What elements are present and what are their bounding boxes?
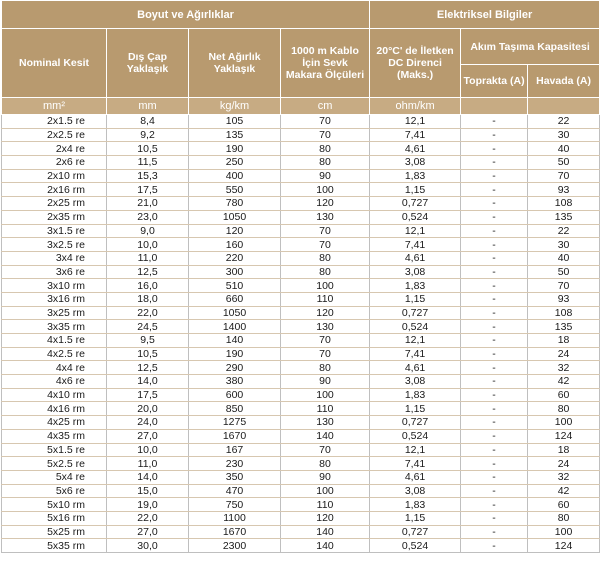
- cell-dc-resistance: 1,15: [370, 292, 461, 306]
- cell-nominal-section: 5x16 rm: [2, 511, 107, 525]
- cell-dc-resistance: 0,524: [370, 539, 461, 553]
- group-header-dimensions: Boyut ve Ağırlıklar: [2, 1, 370, 29]
- cell-net-weight: 105: [189, 115, 281, 129]
- cell-nominal-section: 5x10 rm: [2, 498, 107, 512]
- unit-diameter: mm: [107, 98, 189, 115]
- cell-nominal-section: 3x6 re: [2, 265, 107, 279]
- cell-net-weight: 660: [189, 292, 281, 306]
- cell-nominal-section: 5x2.5 re: [2, 457, 107, 471]
- cell-in-air: 24: [528, 347, 600, 361]
- cell-nominal-section: 4x35 rm: [2, 429, 107, 443]
- cell-dc-resistance: 3,08: [370, 484, 461, 498]
- cell-in-air: 50: [528, 156, 600, 170]
- cell-net-weight: 135: [189, 128, 281, 142]
- cell-drum-size: 70: [281, 224, 370, 238]
- cell-in-air: 60: [528, 498, 600, 512]
- group-header-electrical: Elektriksel Bilgiler: [370, 1, 600, 29]
- cell-in-ground: -: [461, 251, 528, 265]
- table-row: [2, 279, 600, 293]
- table-row: [2, 416, 600, 430]
- cell-in-air: 32: [528, 470, 600, 484]
- table-row: [2, 251, 600, 265]
- cell-outer-diameter: 14,0: [107, 375, 189, 389]
- cell-drum-size: 70: [281, 128, 370, 142]
- cell-outer-diameter: 21,0: [107, 197, 189, 211]
- table-row: [2, 443, 600, 457]
- table-row: [2, 183, 600, 197]
- cell-in-air: 108: [528, 306, 600, 320]
- cell-in-ground: -: [461, 457, 528, 471]
- cell-in-air: 80: [528, 511, 600, 525]
- cell-nominal-section: 3x25 rm: [2, 306, 107, 320]
- cell-in-air: 135: [528, 210, 600, 224]
- cell-nominal-section: 4x2.5 re: [2, 347, 107, 361]
- cell-outer-diameter: 27,0: [107, 429, 189, 443]
- cell-in-ground: -: [461, 388, 528, 402]
- cell-dc-resistance: 12,1: [370, 224, 461, 238]
- table-row: [2, 128, 600, 142]
- cell-drum-size: 110: [281, 498, 370, 512]
- cell-nominal-section: 3x2.5 re: [2, 238, 107, 252]
- cell-drum-size: 120: [281, 511, 370, 525]
- table-row: [2, 169, 600, 183]
- cell-in-ground: -: [461, 279, 528, 293]
- cell-nominal-section: 2x10 rm: [2, 169, 107, 183]
- cell-drum-size: 70: [281, 238, 370, 252]
- cell-net-weight: 1400: [189, 320, 281, 334]
- cell-outer-diameter: 22,0: [107, 306, 189, 320]
- cell-in-air: 50: [528, 265, 600, 279]
- cell-net-weight: 120: [189, 224, 281, 238]
- table-row: [2, 457, 600, 471]
- cell-in-ground: -: [461, 470, 528, 484]
- cell-drum-size: 80: [281, 142, 370, 156]
- cell-dc-resistance: 7,41: [370, 128, 461, 142]
- cell-drum-size: 90: [281, 470, 370, 484]
- cell-dc-resistance: 1,83: [370, 498, 461, 512]
- cell-in-ground: -: [461, 320, 528, 334]
- cell-drum-size: 70: [281, 115, 370, 129]
- cell-outer-diameter: 12,5: [107, 265, 189, 279]
- cell-drum-size: 120: [281, 197, 370, 211]
- cell-drum-size: 140: [281, 525, 370, 539]
- cell-in-air: 93: [528, 183, 600, 197]
- cell-in-air: 40: [528, 142, 600, 156]
- cell-nominal-section: 5x6 re: [2, 484, 107, 498]
- cell-drum-size: 100: [281, 484, 370, 498]
- cell-net-weight: 230: [189, 457, 281, 471]
- cell-net-weight: 780: [189, 197, 281, 211]
- cell-in-air: 124: [528, 539, 600, 553]
- cell-outer-diameter: 15,3: [107, 169, 189, 183]
- cell-outer-diameter: 9,0: [107, 224, 189, 238]
- cell-net-weight: 140: [189, 334, 281, 348]
- cell-drum-size: 120: [281, 306, 370, 320]
- cell-drum-size: 110: [281, 292, 370, 306]
- cell-dc-resistance: 0,727: [370, 306, 461, 320]
- unit-weight: kg/km: [189, 98, 281, 115]
- cell-in-ground: -: [461, 142, 528, 156]
- cell-nominal-section: 4x4 re: [2, 361, 107, 375]
- cell-in-air: 70: [528, 169, 600, 183]
- cell-net-weight: 220: [189, 251, 281, 265]
- cell-drum-size: 80: [281, 156, 370, 170]
- table-row: [2, 525, 600, 539]
- cell-drum-size: 140: [281, 539, 370, 553]
- cell-drum-size: 80: [281, 457, 370, 471]
- cell-in-air: 22: [528, 115, 600, 129]
- cell-drum-size: 90: [281, 169, 370, 183]
- cell-outer-diameter: 14,0: [107, 470, 189, 484]
- cell-in-air: 42: [528, 375, 600, 389]
- cell-nominal-section: 3x16 rm: [2, 292, 107, 306]
- cell-in-air: 18: [528, 334, 600, 348]
- cell-in-ground: -: [461, 265, 528, 279]
- cell-outer-diameter: 17,5: [107, 183, 189, 197]
- cell-dc-resistance: 4,61: [370, 470, 461, 484]
- cell-in-air: 42: [528, 484, 600, 498]
- cell-dc-resistance: 1,83: [370, 169, 461, 183]
- table-row: [2, 375, 600, 389]
- cell-in-ground: -: [461, 197, 528, 211]
- cell-nominal-section: 4x25 rm: [2, 416, 107, 430]
- cell-drum-size: 130: [281, 416, 370, 430]
- cell-in-air: 40: [528, 251, 600, 265]
- cell-dc-resistance: 3,08: [370, 375, 461, 389]
- cell-dc-resistance: 12,1: [370, 334, 461, 348]
- cell-in-air: 100: [528, 416, 600, 430]
- cell-dc-resistance: 12,1: [370, 443, 461, 457]
- cell-in-air: 30: [528, 238, 600, 252]
- cell-net-weight: 550: [189, 183, 281, 197]
- table-row: [2, 334, 600, 348]
- cell-nominal-section: 4x6 re: [2, 375, 107, 389]
- cell-dc-resistance: 1,15: [370, 511, 461, 525]
- cell-dc-resistance: 7,41: [370, 238, 461, 252]
- cell-dc-resistance: 0,524: [370, 320, 461, 334]
- unit-drum: cm: [281, 98, 370, 115]
- cell-net-weight: 510: [189, 279, 281, 293]
- table-row: [2, 361, 600, 375]
- table-row: [2, 306, 600, 320]
- cell-net-weight: 1050: [189, 306, 281, 320]
- cell-outer-diameter: 11,5: [107, 156, 189, 170]
- cell-nominal-section: 3x1.5 re: [2, 224, 107, 238]
- cell-net-weight: 470: [189, 484, 281, 498]
- cell-in-ground: -: [461, 238, 528, 252]
- cell-outer-diameter: 11,0: [107, 457, 189, 471]
- cell-outer-diameter: 19,0: [107, 498, 189, 512]
- cell-outer-diameter: 11,0: [107, 251, 189, 265]
- table-row: [2, 210, 600, 224]
- cell-nominal-section: 2x2.5 re: [2, 128, 107, 142]
- table-row: [2, 238, 600, 252]
- cell-dc-resistance: 1,15: [370, 402, 461, 416]
- cell-in-ground: -: [461, 156, 528, 170]
- col-header-net-weight: Net Ağırlık Yaklaşık: [189, 29, 281, 98]
- table-row: [2, 429, 600, 443]
- unit-ground: [461, 98, 528, 115]
- col-header-nominal-section: Nominal Kesit: [2, 29, 107, 98]
- cell-nominal-section: 5x25 rm: [2, 525, 107, 539]
- cell-net-weight: 300: [189, 265, 281, 279]
- cell-drum-size: 70: [281, 443, 370, 457]
- cell-outer-diameter: 20,0: [107, 402, 189, 416]
- table-row: [2, 142, 600, 156]
- cell-drum-size: 80: [281, 251, 370, 265]
- col-header-in-ground: Toprakta (A): [461, 65, 528, 98]
- cell-in-ground: -: [461, 361, 528, 375]
- cell-nominal-section: 2x25 rm: [2, 197, 107, 211]
- cell-drum-size: 80: [281, 265, 370, 279]
- table-row: [2, 197, 600, 211]
- cell-net-weight: 350: [189, 470, 281, 484]
- cell-net-weight: 850: [189, 402, 281, 416]
- cell-drum-size: 110: [281, 402, 370, 416]
- cell-dc-resistance: 0,727: [370, 416, 461, 430]
- table-row: [2, 320, 600, 334]
- cell-dc-resistance: 1,15: [370, 183, 461, 197]
- cell-outer-diameter: 10,5: [107, 142, 189, 156]
- table-row: [2, 470, 600, 484]
- unit-section: mm²: [2, 98, 107, 115]
- cell-outer-diameter: 12,5: [107, 361, 189, 375]
- cell-drum-size: 100: [281, 279, 370, 293]
- col-header-drum-size: 1000 m Kablo İçin Sevk Makara Ölçüleri: [281, 29, 370, 98]
- cell-in-ground: -: [461, 224, 528, 238]
- table-row: [2, 292, 600, 306]
- cell-outer-diameter: 24,0: [107, 416, 189, 430]
- table-row: [2, 402, 600, 416]
- cell-in-air: 24: [528, 457, 600, 471]
- cell-in-ground: -: [461, 539, 528, 553]
- cell-net-weight: 1050: [189, 210, 281, 224]
- cell-drum-size: 100: [281, 183, 370, 197]
- cell-dc-resistance: 1,83: [370, 388, 461, 402]
- cell-nominal-section: 4x1.5 re: [2, 334, 107, 348]
- cell-in-ground: -: [461, 292, 528, 306]
- cell-in-ground: -: [461, 183, 528, 197]
- cell-dc-resistance: 1,83: [370, 279, 461, 293]
- cell-outer-diameter: 24,5: [107, 320, 189, 334]
- cell-outer-diameter: 23,0: [107, 210, 189, 224]
- unit-resistance: ohm/km: [370, 98, 461, 115]
- cell-net-weight: 190: [189, 347, 281, 361]
- cell-in-ground: -: [461, 375, 528, 389]
- cell-in-ground: -: [461, 210, 528, 224]
- cell-outer-diameter: 9,5: [107, 334, 189, 348]
- cell-net-weight: 600: [189, 388, 281, 402]
- cell-in-ground: -: [461, 334, 528, 348]
- cell-drum-size: 100: [281, 388, 370, 402]
- cell-net-weight: 167: [189, 443, 281, 457]
- table-row: [2, 156, 600, 170]
- unit-row: [2, 98, 600, 115]
- cell-nominal-section: 3x35 rm: [2, 320, 107, 334]
- cell-dc-resistance: 3,08: [370, 265, 461, 279]
- cell-dc-resistance: 4,61: [370, 361, 461, 375]
- table-row: [2, 511, 600, 525]
- cell-outer-diameter: 22,0: [107, 511, 189, 525]
- cell-drum-size: 130: [281, 210, 370, 224]
- cell-in-air: 124: [528, 429, 600, 443]
- cell-nominal-section: 2x1.5 re: [2, 115, 107, 129]
- cell-net-weight: 190: [189, 142, 281, 156]
- cell-in-ground: -: [461, 169, 528, 183]
- cell-in-ground: -: [461, 511, 528, 525]
- table-row: [2, 484, 600, 498]
- cell-in-air: 30: [528, 128, 600, 142]
- cell-in-ground: -: [461, 416, 528, 430]
- cell-in-ground: -: [461, 484, 528, 498]
- cell-nominal-section: 4x10 rm: [2, 388, 107, 402]
- cell-in-air: 70: [528, 279, 600, 293]
- cell-in-ground: -: [461, 115, 528, 129]
- cell-dc-resistance: 0,524: [370, 429, 461, 443]
- col-header-dc-resistance: 20°C' de İletken DC Direnci (Maks.): [370, 29, 461, 98]
- cell-dc-resistance: 0,524: [370, 210, 461, 224]
- unit-air: [528, 98, 600, 115]
- cell-nominal-section: 2x16 rm: [2, 183, 107, 197]
- cell-net-weight: 400: [189, 169, 281, 183]
- col-header-current-capacity: Akım Taşıma Kapasitesi: [461, 29, 600, 65]
- cell-nominal-section: 3x10 rm: [2, 279, 107, 293]
- cell-outer-diameter: 17,5: [107, 388, 189, 402]
- cell-drum-size: 90: [281, 375, 370, 389]
- table-row: [2, 265, 600, 279]
- cell-net-weight: 2300: [189, 539, 281, 553]
- table-row: [2, 224, 600, 238]
- cable-spec-table: [1, 0, 600, 553]
- cell-net-weight: 1100: [189, 511, 281, 525]
- table-row: [2, 498, 600, 512]
- cell-net-weight: 160: [189, 238, 281, 252]
- cell-nominal-section: 2x35 rm: [2, 210, 107, 224]
- cell-nominal-section: 5x1.5 re: [2, 443, 107, 457]
- cell-in-ground: -: [461, 402, 528, 416]
- col-header-outer-diameter: Dış Çap Yaklaşık: [107, 29, 189, 98]
- cell-drum-size: 140: [281, 429, 370, 443]
- cell-net-weight: 1275: [189, 416, 281, 430]
- cell-dc-resistance: 7,41: [370, 457, 461, 471]
- cell-in-air: 32: [528, 361, 600, 375]
- cell-dc-resistance: 0,727: [370, 197, 461, 211]
- cell-net-weight: 380: [189, 375, 281, 389]
- cell-in-air: 22: [528, 224, 600, 238]
- cell-nominal-section: 5x35 rm: [2, 539, 107, 553]
- cell-net-weight: 290: [189, 361, 281, 375]
- cell-outer-diameter: 18,0: [107, 292, 189, 306]
- cell-in-ground: -: [461, 128, 528, 142]
- cell-in-ground: -: [461, 429, 528, 443]
- cell-drum-size: 70: [281, 347, 370, 361]
- table-row: [2, 539, 600, 553]
- cell-in-ground: -: [461, 443, 528, 457]
- cell-drum-size: 70: [281, 334, 370, 348]
- cell-outer-diameter: 16,0: [107, 279, 189, 293]
- cell-outer-diameter: 10,0: [107, 238, 189, 252]
- cell-drum-size: 130: [281, 320, 370, 334]
- cell-dc-resistance: 4,61: [370, 142, 461, 156]
- cell-net-weight: 1670: [189, 525, 281, 539]
- cell-net-weight: 1670: [189, 429, 281, 443]
- table-header: [2, 1, 600, 115]
- cell-in-ground: -: [461, 306, 528, 320]
- table-body: [2, 115, 600, 553]
- table-row: [2, 388, 600, 402]
- cell-outer-diameter: 30,0: [107, 539, 189, 553]
- cell-outer-diameter: 8,4: [107, 115, 189, 129]
- cell-outer-diameter: 15,0: [107, 484, 189, 498]
- cell-dc-resistance: 7,41: [370, 347, 461, 361]
- cell-net-weight: 750: [189, 498, 281, 512]
- cell-outer-diameter: 10,5: [107, 347, 189, 361]
- cell-nominal-section: 3x4 re: [2, 251, 107, 265]
- cell-dc-resistance: 3,08: [370, 156, 461, 170]
- cell-net-weight: 250: [189, 156, 281, 170]
- cell-nominal-section: 2x6 re: [2, 156, 107, 170]
- cell-outer-diameter: 27,0: [107, 525, 189, 539]
- cell-dc-resistance: 0,727: [370, 525, 461, 539]
- cell-in-ground: -: [461, 498, 528, 512]
- cell-in-air: 80: [528, 402, 600, 416]
- cell-nominal-section: 5x4 re: [2, 470, 107, 484]
- cell-in-air: 100: [528, 525, 600, 539]
- cell-drum-size: 80: [281, 361, 370, 375]
- cell-dc-resistance: 4,61: [370, 251, 461, 265]
- cell-in-air: 60: [528, 388, 600, 402]
- cell-in-air: 108: [528, 197, 600, 211]
- cell-in-air: 18: [528, 443, 600, 457]
- cell-outer-diameter: 10,0: [107, 443, 189, 457]
- cell-in-ground: -: [461, 525, 528, 539]
- cell-nominal-section: 4x16 rm: [2, 402, 107, 416]
- table-row: [2, 347, 600, 361]
- table-row: [2, 115, 600, 129]
- cell-in-air: 93: [528, 292, 600, 306]
- cell-dc-resistance: 12,1: [370, 115, 461, 129]
- cell-in-ground: -: [461, 347, 528, 361]
- cell-in-air: 135: [528, 320, 600, 334]
- cell-outer-diameter: 9,2: [107, 128, 189, 142]
- cell-nominal-section: 2x4 re: [2, 142, 107, 156]
- col-header-in-air: Havada (A): [528, 65, 600, 98]
